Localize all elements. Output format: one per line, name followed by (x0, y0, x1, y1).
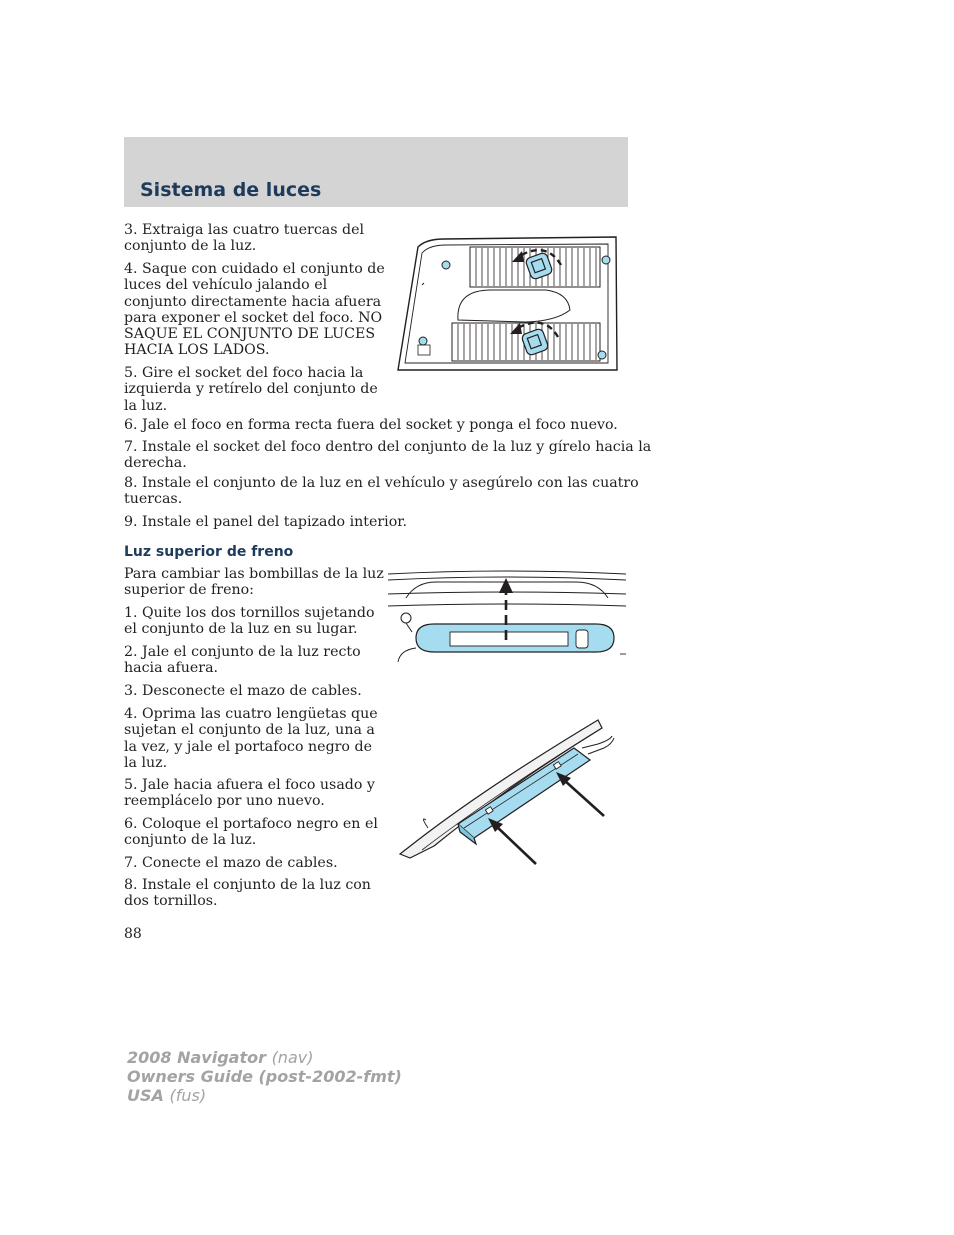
pointer-arrow-lower (496, 826, 536, 864)
paragraph-step-6: 6. Jale el foco en forma recta fuera del socket y ponga el foco nuevo. (124, 417, 618, 433)
paragraph-step-9: 9. Instale el panel del tapizado interior. (124, 514, 407, 530)
brake-lamp-housing (416, 624, 614, 652)
paragraph-intro: Para cambiar las bombillas de la luz superior de freno: (124, 566, 384, 599)
tail-lamp-figure (396, 235, 618, 373)
paragraph-brake-step-6: 6. Coloque el portafoco negro en el conjunto de la luz. (124, 816, 378, 849)
paragraph-brake-step-8: 8. Instale el conjunto de la luz con dos tornillos. (124, 877, 371, 910)
paragraph-step-3: 3. Extraiga las cuatro tuercas del conjunto de la luz. (124, 222, 365, 255)
paragraph-brake-step-5: 5. Jale hacia afuera el foco usado y reemplácelo por uno nuevo. (124, 777, 375, 810)
section-heading: Luz superior de freno (124, 544, 294, 560)
page-number: 88 (124, 926, 142, 942)
paragraph-step-5: 5. Gire el socket del foco hacia la izquierda y retírelo del conjunto de la luz. (124, 365, 378, 414)
brake-lamp-figure (386, 568, 628, 664)
center-recess (458, 290, 570, 322)
paragraph-brake-step-2: 2. Jale el conjunto de la luz recto hacia afuera. (124, 644, 361, 677)
pointer-arrow-upper (564, 780, 604, 816)
lamp-assembly-figure (398, 716, 616, 866)
screw-icon (401, 613, 412, 632)
paragraph-brake-step-1: 1. Quite los dos tornillos sujetando el conjunto de la luz en su lugar. (124, 605, 375, 638)
roof-panel (400, 720, 602, 858)
paragraph-brake-step-3: 3. Desconecte el mazo de cables. (124, 683, 362, 699)
paragraph-brake-step-7: 7. Conecte el mazo de cables. (124, 855, 338, 871)
pull-arrowhead (499, 578, 513, 593)
paragraph-brake-step-4: 4. Oprima las cuatro lengüetas que sujetan el conjunto de la luz, una a la vez, y jale el portafoco negro de la luz. (124, 706, 378, 771)
page-title: Sistema de luces (140, 179, 322, 201)
paragraph-step-7: 7. Instale el socket del foco dentro del conjunto de la luz y gírelo hacia la derecha. (124, 439, 652, 472)
footer: 2008 Navigator (nav) Owners Guide (post-2002-fmt) USA (fus) (127, 1048, 402, 1105)
paragraph-step-8: 8. Instale el conjunto de la luz en el vehículo y asegúrelo con las cuatro tuercas. (124, 475, 639, 508)
paragraph-step-4: 4. Saque con cuidado el conjunto de luces del vehículo jalando el conjunto directamente hacia afuera para exponer el socket del foco. NO SAQUE EL CONJUNTO DE LUCES HACIA LOS LADOS. (124, 261, 385, 359)
header-band (124, 137, 628, 207)
